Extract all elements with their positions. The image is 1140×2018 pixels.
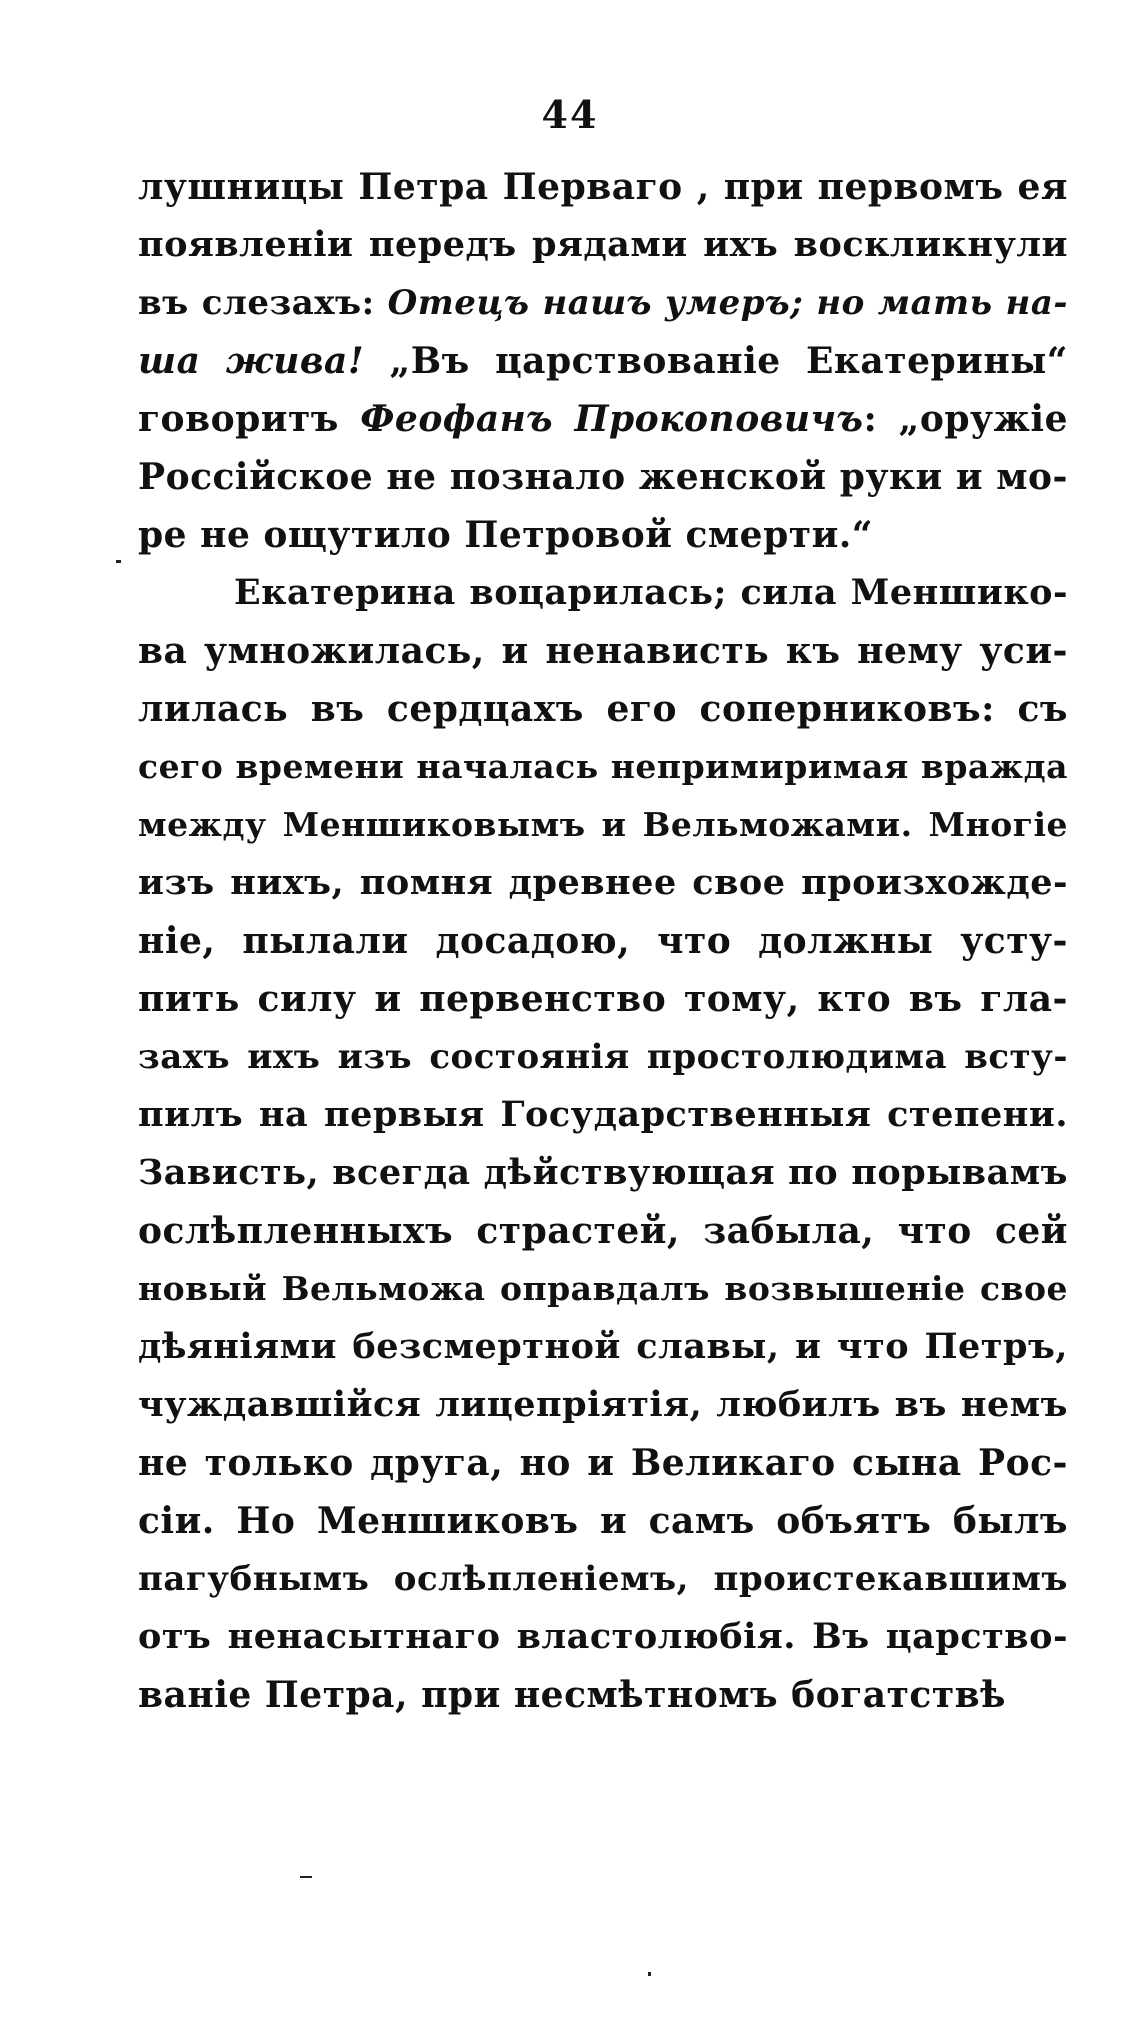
text-line	[138, 1086, 1068, 1144]
text-line	[138, 854, 1068, 912]
text-run: сего времени началась непримиримая вражда	[138, 747, 1068, 786]
text-run: ре не ощутило Петровой смерти.“	[138, 514, 874, 556]
text-run: : „оружіе	[863, 398, 1068, 440]
body-text	[138, 158, 1068, 1724]
text-line	[138, 390, 1068, 448]
text-run: чуждавшійся лицепріятія, любилъ въ немъ	[138, 1384, 1068, 1425]
text-run: новый Вельможа оправдалъ возвышеніе свое	[138, 1269, 1068, 1308]
text-run: лилась въ сердцахъ его соперниковъ: съ	[138, 688, 1068, 730]
text-run: говоритъ	[138, 398, 361, 440]
text-line	[138, 332, 1068, 390]
text-line	[138, 1492, 1068, 1550]
scan-speck	[116, 560, 121, 563]
text-run: ва умножилась, и ненависть къ нему уси-	[138, 630, 1068, 672]
text-run: отъ ненасытнаго властолюбія. Въ царство-	[138, 1616, 1068, 1657]
text-run: сіи. Но Меншиковъ и самъ объятъ былъ	[138, 1500, 1068, 1542]
text-run: пить силу и первенство тому, кто въ гла-	[138, 978, 1068, 1020]
text-line	[138, 738, 1068, 796]
text-run: между Меншиковымъ и Вельможами. Многіе	[138, 805, 1068, 844]
page-number: 44	[541, 92, 599, 137]
text-line	[138, 622, 1068, 680]
text-run: захъ ихъ изъ состоянія простолюдима всту-	[138, 1037, 1068, 1077]
text-run: ніе, пылали досадою, что должны усту-	[138, 920, 1068, 962]
text-line	[138, 1550, 1068, 1608]
text-line	[138, 1434, 1068, 1492]
text-run: Екатерина воцарилась; сила Меншико-	[234, 572, 1068, 613]
text-run: лушницы Петра Перваго , при первомъ ея	[138, 166, 1068, 208]
text-run: не только друга, но и Великаго сына Рос-	[138, 1442, 1068, 1484]
text-line	[138, 970, 1068, 1028]
text-run: „Въ царствованіе Екатерины“	[389, 340, 1068, 382]
text-run: пилъ на первыя Государственныя степени.	[138, 1094, 1068, 1135]
text-run: появленіи передъ рядами ихъ воскликнули	[138, 224, 1068, 265]
text-line	[138, 448, 1068, 506]
text-run: Россійское не познало женской руки и мо-	[138, 456, 1068, 498]
text-line	[138, 1028, 1068, 1086]
text-line	[138, 1144, 1068, 1202]
text-line	[138, 912, 1068, 970]
text-line	[138, 1608, 1068, 1666]
italic-text: Отецъ нашъ умеръ; но мать на-	[387, 283, 1068, 323]
italic-text: Феофанъ Прокоповичъ	[360, 398, 864, 440]
text-run: изъ нихъ, помня древнее свое произхожде-	[138, 862, 1068, 903]
text-line	[138, 1666, 1068, 1724]
scan-speck	[648, 1972, 651, 1976]
scan-speck	[300, 1876, 312, 1878]
text-line	[138, 506, 1068, 564]
text-line	[138, 158, 1068, 216]
text-line	[138, 274, 1068, 332]
text-line	[138, 1260, 1068, 1318]
text-line	[138, 1376, 1068, 1434]
text-line	[138, 1202, 1068, 1260]
text-run: ваніе Петра, при несмѣтномъ богатствѣ	[138, 1674, 1006, 1716]
text-line	[138, 1318, 1068, 1376]
italic-text: ша жива!	[138, 340, 390, 382]
text-run: пагубнымъ ослѣпленіемъ, проистекавшимъ	[138, 1559, 1068, 1599]
text-line	[138, 680, 1068, 738]
text-run: дѣяніями безсмертной славы, и что Петръ,	[138, 1326, 1068, 1367]
text-line	[138, 796, 1068, 854]
text-line	[138, 564, 1068, 622]
text-run: ослѣпленныхъ страстей, забыла, что сей	[138, 1210, 1068, 1252]
text-line	[138, 216, 1068, 274]
text-run: Зависть, всегда дѣйствующая по порывамъ	[138, 1152, 1068, 1193]
text-run: въ слезахъ:	[138, 283, 388, 323]
